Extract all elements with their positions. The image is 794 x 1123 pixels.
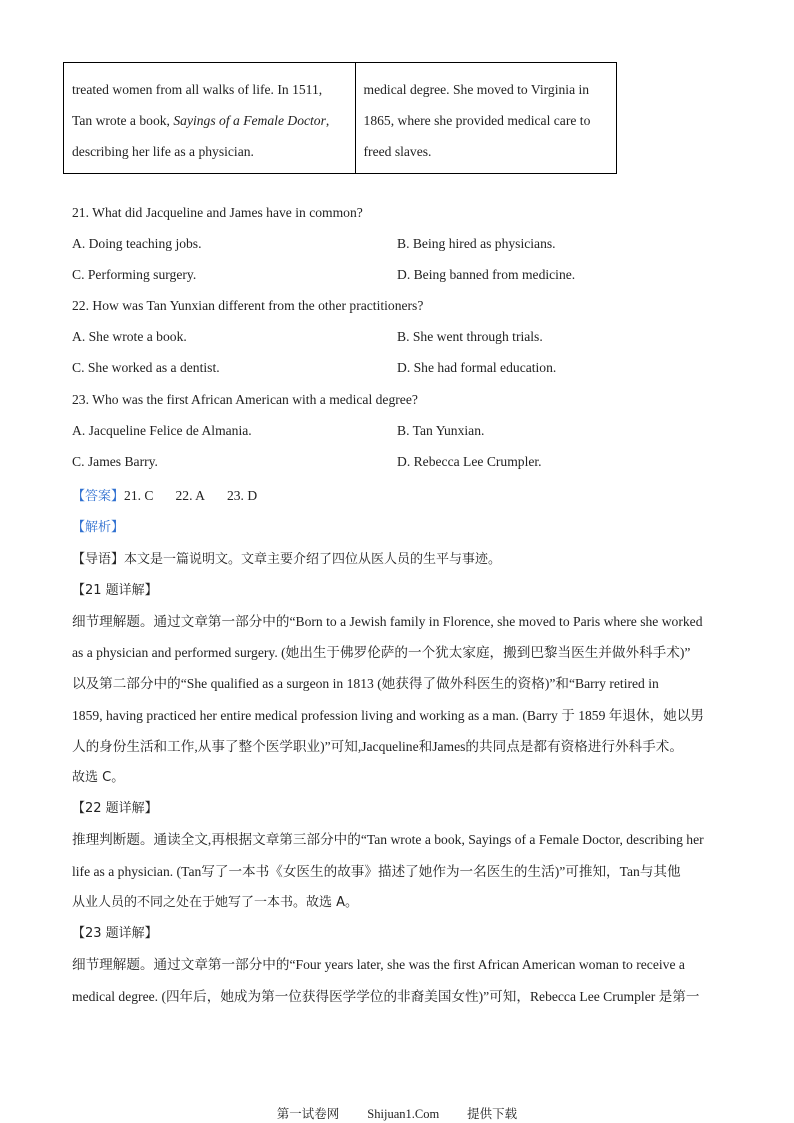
q22-heading: 【22 题详解】: [72, 801, 158, 816]
guide-text: 【导语】本文是一篇说明文。文章主要介绍了四位从医人员的生平与事迹。: [72, 552, 502, 567]
q23-option-b: B. Tan Yunxian.: [397, 423, 485, 438]
footer-site-cn: 第一试卷网: [276, 1106, 340, 1121]
answer-23: 23. D: [226, 488, 258, 503]
page-footer: [0, 1104, 794, 1122]
q23-option-c: C. James Barry.: [72, 454, 158, 469]
q21-line: 1859, having practiced her entire medical profession living and working as a man. (Barry 于 1859 年退休，她以男: [72, 708, 704, 723]
passage-table: [63, 62, 617, 174]
q22-option-c: C. She worked as a dentist.: [72, 360, 220, 375]
q23-option-d: D. Rebecca Lee Crumpler.: [397, 454, 542, 469]
q23-heading: 【23 题详解】: [72, 926, 158, 941]
q21-option-a: A. Doing teaching jobs.: [72, 236, 202, 251]
footer-site-en[interactable]: Shijuan1.Com: [367, 1107, 440, 1121]
q22-option-d: D. She had formal education.: [397, 360, 557, 375]
q21-line: as a physician and performed surgery. (她出生于佛罗伦萨的一个犹太家庭，搬到巴黎当医生并做外科手术)”: [72, 645, 691, 660]
q21-line: 以及第二部分中的“She qualified as a surgeon in 1813 (她获得了做外科医生的资格)”和“Barry retired in: [72, 676, 659, 691]
q21-option-d: D. Being banned from medicine.: [397, 267, 576, 282]
answer-line: [72, 485, 257, 504]
footer-slogan: 提供下载: [467, 1106, 518, 1121]
passage-cell-left: treated women from all walks of life. In 1511, Tan wrote a book, Sayings of a Female Doctor, describing her life as a physician.: [64, 63, 356, 174]
q21-option-b: B. Being hired as physicians.: [397, 236, 556, 251]
q21-line: 故选 C。: [72, 770, 125, 785]
q23-line: 细节理解题。通过文章第一部分中的“Four years later, she was the first African American woman to receive a: [72, 957, 685, 972]
answer-label: 【答案】: [72, 489, 125, 504]
q22-line: 从业人员的不同之处在于她写了一本书。故选 A。: [72, 895, 359, 910]
q23-line: medical degree. (四年后，她成为第一位获得医学学位的非裔美国女性)”可知，Rebecca Lee Crumpler 是第一: [72, 989, 700, 1004]
q22-option-a: A. She wrote a book.: [72, 329, 187, 344]
q22-line: 推理判断题。通读全文,再根据文章第三部分中的“Tan wrote a book, Sayings of a Female Doctor, describing her: [72, 832, 704, 847]
q21-line: 细节理解题。通过文章第一部分中的“Born to a Jewish family in Florence, she moved to Paris where she worked: [72, 614, 703, 629]
q21-heading: 【21 题详解】: [72, 583, 158, 598]
question-22-stem: 22. How was Tan Yunxian different from the other practitioners?: [72, 298, 424, 313]
q22-option-b: B. She went through trials.: [397, 329, 543, 344]
answer-22: 22. A: [175, 488, 205, 503]
q22-line: life as a physician. (Tan写了一本书《女医生的故事》描述了她作为一名医生的生活)”可推知，Tan与其他: [72, 864, 681, 879]
q21-option-c: C. Performing surgery.: [72, 267, 197, 282]
question-21-stem: 21. What did Jacqueline and James have in common?: [72, 205, 363, 220]
q21-line: 人的身份生活和工作,从事了整个医学职业)”可知,Jacqueline和James的共同点是都有资格进行外科手术。: [72, 739, 683, 754]
question-23-stem: 23. Who was the first African American with a medical degree?: [72, 392, 418, 407]
book-title: Sayings of a Female Doctor: [173, 113, 326, 128]
q23-option-a: A. Jacqueline Felice de Almania.: [72, 423, 252, 438]
passage-cell-right: medical degree. She moved to Virginia in 1865, where she provided medical care to freed slaves.: [355, 63, 616, 174]
analysis-label: 【解析】: [72, 520, 125, 535]
answer-21: 21. C: [124, 488, 154, 503]
